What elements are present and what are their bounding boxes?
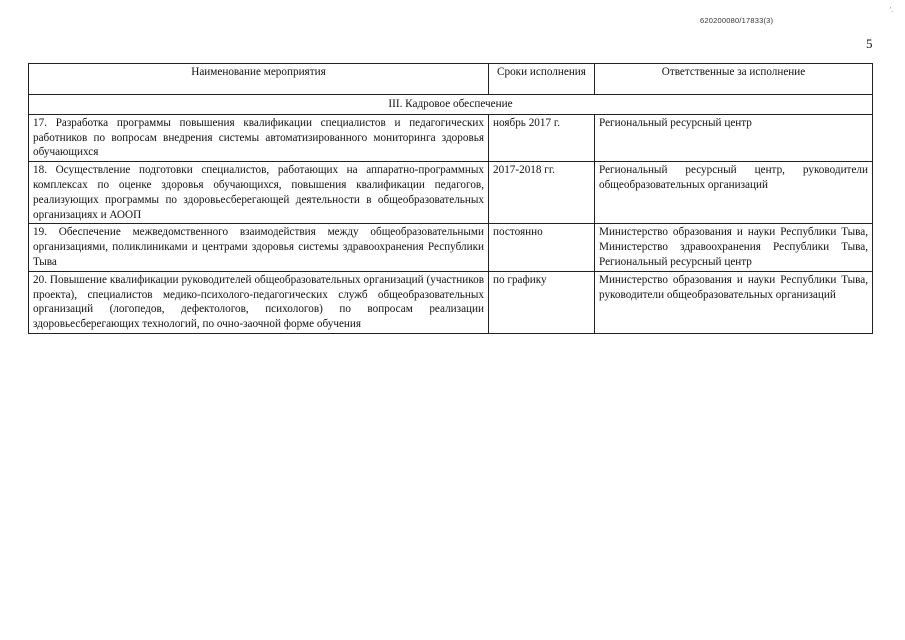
- event-cell: 17. Разработка программы повышения квалификации специалистов и педагогических работников по вопросам внедрения системы автоматизированного мониторинга здоровья обучающихся: [29, 114, 489, 161]
- deadline-cell: ноябрь 2017 г.: [489, 114, 595, 161]
- header-deadline: Сроки исполнения: [489, 64, 595, 95]
- corner-mark: '.: [890, 6, 894, 14]
- events-table: [28, 63, 873, 334]
- table-row: [29, 114, 873, 161]
- event-cell: 18. Осуществление подготовки специалистов, работающих на аппаратно-программных комплексах по оценке здоровья обучающихся, повышения квалификации педагогов, реализующих программы по здоровьесберегающей деятельности в общеобразовательных организациях и АООП: [29, 162, 489, 224]
- event-cell: 19. Обеспечение межведомственного взаимодействия между общеобразовательными организациями, поликлиниками и центрами здоровья системы здравоохранения Республики Тыва: [29, 224, 489, 271]
- table-row: [29, 271, 873, 333]
- responsible-cell: Региональный ресурсный центр, руководители общеобразовательных организаций: [595, 162, 873, 224]
- event-cell: 20. Повышение квалификации руководителей общеобразовательных организаций (участников проекта), специалистов медико-психолого-педагогических служб общеобразовательных организаций (логопедов, дефектологов, психологов) по вопросам реализации здоровьесберегающих технологий, по очно-заочной форме обучения: [29, 271, 489, 333]
- header-event: Наименование мероприятия: [29, 64, 489, 95]
- table-row: [29, 224, 873, 271]
- table-header-row: [29, 64, 873, 95]
- deadline-cell: постоянно: [489, 224, 595, 271]
- table-row: [29, 162, 873, 224]
- section-title: III. Кадровое обеспечение: [29, 95, 873, 115]
- header-responsible: Ответственные за исполнение: [595, 64, 873, 95]
- deadline-cell: по графику: [489, 271, 595, 333]
- responsible-cell: Министерство образования и науки Республики Тыва, Министерство здравоохранения Республики Тыва, Региональный ресурсный центр: [595, 224, 873, 271]
- document-id: 620200080/17833(3): [700, 16, 774, 25]
- responsible-cell: Министерство образования и науки Республики Тыва, руководители общеобразовательных организаций: [595, 271, 873, 333]
- section-row: [29, 95, 873, 115]
- responsible-cell: Региональный ресурсный центр: [595, 114, 873, 161]
- deadline-cell: 2017-2018 гг.: [489, 162, 595, 224]
- page-number: 5: [866, 36, 873, 51]
